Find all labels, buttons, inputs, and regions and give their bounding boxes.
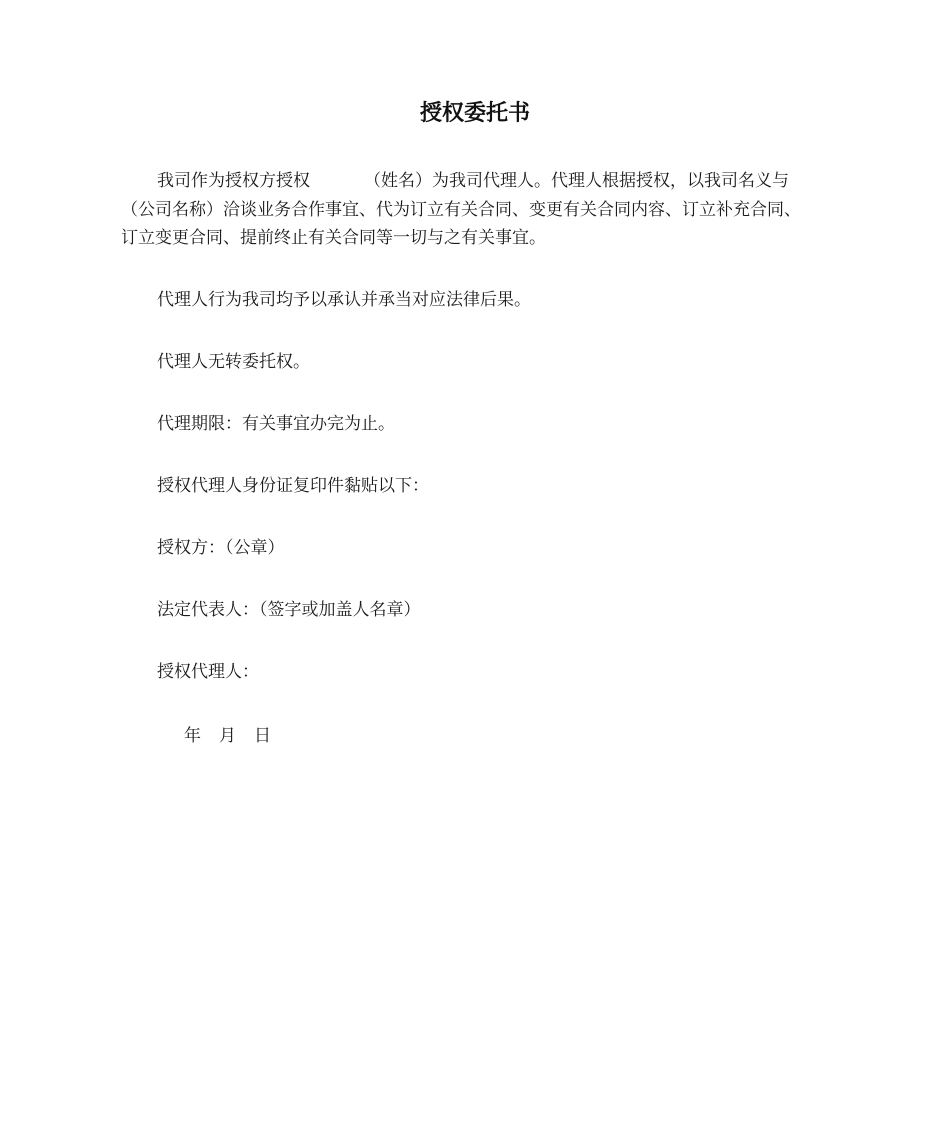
term-paragraph	[121, 410, 847, 438]
no-transfer-text: 代理人无转委托权。	[157, 352, 310, 372]
intro-line-2: （公司名称）洽谈业务合作事宜、代为订立有关合同、变更有关合同内容、订立补充合同、	[121, 200, 801, 220]
no-transfer-paragraph	[121, 348, 847, 376]
document-title: 授权委托书	[419, 101, 530, 126]
acknowledgement-text: 代理人行为我司均予以承认并承当对应法律后果。	[157, 290, 531, 310]
agent-paragraph	[121, 658, 847, 686]
intro-line-1-part-2: （姓名）为我司代理人。代理人根据授权，以我司名义与	[364, 171, 789, 191]
intro-line-3: 订立变更合同、提前终止有关合同等一切与之有关事宜。	[121, 228, 546, 248]
agent-text: 授权代理人：	[157, 662, 259, 682]
term-text: 代理期限：有关事宜办完为止。	[157, 414, 395, 434]
id-copy-paragraph	[121, 472, 847, 500]
legal-rep-text: 法定代表人：（签字或加盖人名章）	[157, 600, 421, 620]
id-copy-text: 授权代理人身份证复印件黏贴以下：	[157, 476, 429, 496]
date-line	[184, 722, 289, 750]
date-day: 日	[254, 726, 271, 746]
date-month: 月	[219, 726, 236, 746]
intro-line-1	[121, 167, 847, 195]
grantor-paragraph	[121, 534, 847, 562]
date-year: 年	[184, 726, 201, 746]
grantor-text: 授权方：（公章）	[157, 538, 285, 558]
intro-line-1-part-1: 我司作为授权方授权	[157, 171, 310, 191]
acknowledgement-paragraph	[121, 286, 847, 314]
legal-rep-paragraph	[121, 596, 847, 624]
